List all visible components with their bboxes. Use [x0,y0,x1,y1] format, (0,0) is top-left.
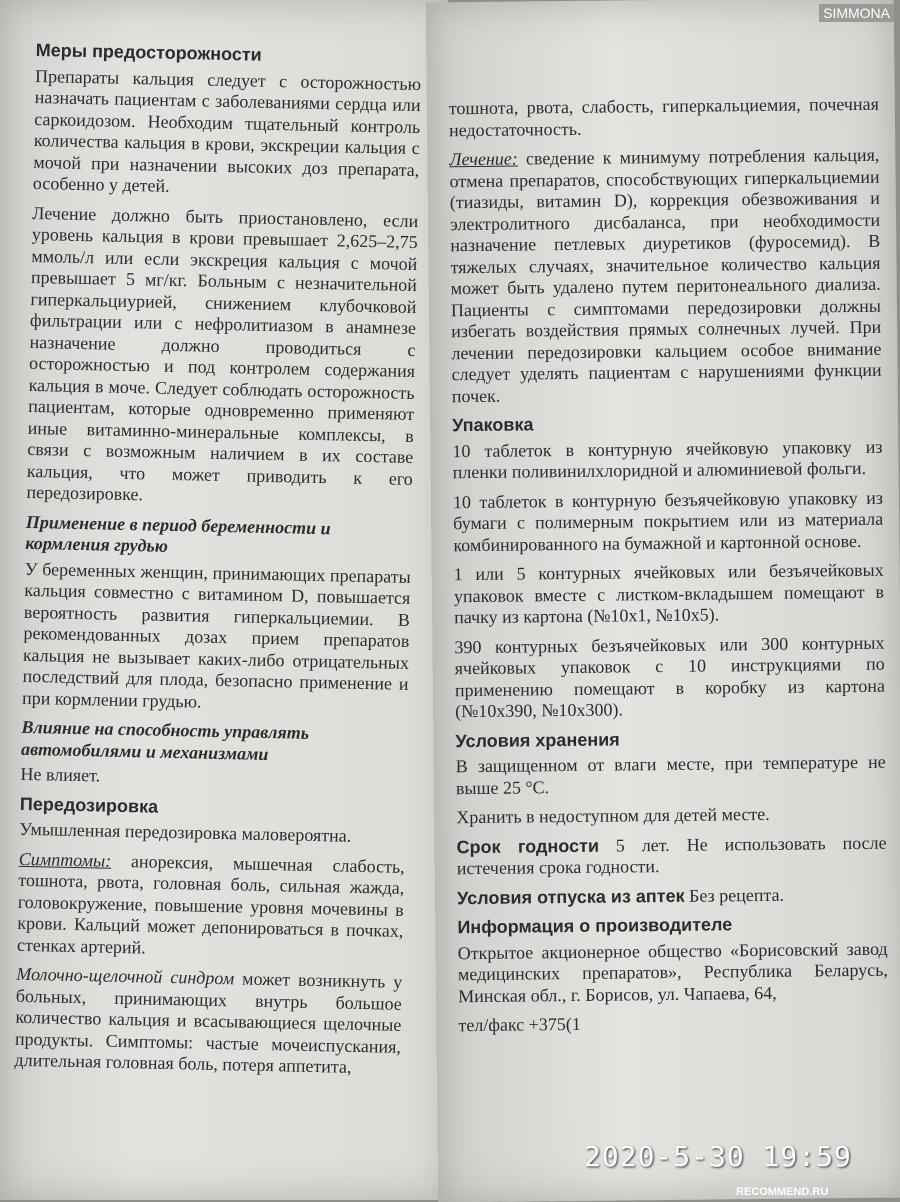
milk-alkali-text: может возникнуть у больных, принимающих внутрь большое количество кальция и всасывающиеся щелочные продукты. Симптомы: частые мочеиспускания, длительная головная боль, потеря аппетита, [14,968,403,1077]
precautions-heading: Меры предосторожности [35,39,262,65]
precautions-paragraph-1: Препараты кальция следует с осторожностью назначать пациентам с заболеваниями сердца или саркоидозом. Необходим тщательный контроль количества кальция в крови, экскреции кальция с мочой при назначении высоких доз препарата, особенно у детей. [32,65,422,196]
pregnancy-paragraph: У беременных женщин, принимающих препараты кальция совместно с витамином D, повышается вероятность развития гиперкальциемии. В рекомендованных дозах прием препаратов кальция не вызывает каких-либо отрицательных последствий для плода, безопасно применение и при кормлении грудью. [21,558,411,712]
treatment-paragraph [449,145,882,407]
dispense-text: Без рецепта. [684,884,785,906]
dispense-label: Условия отпуска из аптек [457,885,685,908]
manufacturer-heading: Информация о производителе [457,914,733,938]
continued-paragraph: тошнота, рвота, слабость, гиперкальциемия, почечная недостаточность. [448,93,879,140]
right-leaflet-page [426,0,900,1202]
milk-alkali-label: Молочно-щелочной синдром [16,963,235,989]
symptoms-text: анорексия, мышечная слабость, тошнота, рвота, головная боль, сильная жажда, головокружение, повышение уровня мочевины в крови. Кальций может депонироваться в почках, стенках артерий. [16,850,405,957]
shelf-life-text: 5 лет. Не использовать после истечения срока годности. [456,832,887,879]
overdose-paragraph: Умышленная передозировка маловероятна. [19,818,352,846]
author-label: SIMMONA [819,4,894,22]
shelf-life-label: Срок годности [456,835,600,857]
storage-paragraph-2: Хранить в недоступном для детей месте. [456,803,770,828]
precautions-paragraph-2: Лечение должно быть приостановлено, если уровень кальция в крови превышает 2,625–2,75 ммоль/л или если экскреция кальция с мочой превышает 5 мг/кг. Больным с незначительной гиперкальциурией, снижением клубочковой фильтрации или с нефролитиазом в анамнезе назначение должно проводиться с осторожностью и под контролем содержания кальция в моче. Следует соблюдать осторожность пациентам, которые одновременно применяют иные витаминно-минеральные комплексы, в связи с возможным наличием в их составе кальция, что может приводить к его передозировке. [26,202,419,505]
storage-heading: Условия хранения [455,728,620,751]
package-heading: Упаковка [452,414,534,436]
symptoms-label: Симптомы: [18,848,112,871]
package-paragraph-1: 10 таблеток в контурную ячейковую упаковку из пленки поливинилхлоридной и алюминиевой фольги. [452,436,883,483]
package-paragraph-3: 1 или 5 контурных ячейковых или безъячейковых упаковок вместе с листком-вкладышем помещают в пачку из картона (№10х1, №10х5). [453,559,885,628]
treatment-text: сведение к минимуму потребления кальция, отмена препаратов, способствующих гиперкальциемии (тиазиды, витамин D), коррекция обезвоживания и электролитного дисбаланса, при необходимости назначение петлевых диуретиков (фуросемид). В тяжелых случаях, значительное количество кальция может быть удалено путем перитонеального диализа. Пациенты с симптомами передозировки должны избегать воздействия прямых солнечных лучей. При лечении передозировки кальцием особое внимание следует уделять пациентам с нарушениями функции почек. [449,144,882,406]
driving-paragraph: Не влияет. [20,763,101,786]
storage-paragraph-1: В защищенном от влаги месте, при температуре не выше 25 °С. [455,751,886,798]
package-paragraph-4: 390 контурных безъячейковых или 300 контурных ячейковых упаковок с 10 инструкциями по применению помещают в коробку из картона (№10х390, №10х300). [454,632,886,722]
treatment-label: Лечение: [449,148,518,170]
watermark: RECOMMEND.RU [736,1186,829,1198]
package-paragraph-2: 10 таблеток в контурную безъячейковую упаковку из бумаги с полимерным покрытием или из материала комбинированного на бумажной и картонной основе. [452,487,884,555]
manufacturer-paragraph: Открытое акционерное общество «Борисовский завод медицинских препаратов», Республика Беларусь, Минская обл., г. Борисов, ул. Чапаева, 64, [457,938,888,1006]
dispense-paragraph [457,883,887,909]
milk-alkali-paragraph [14,964,402,1080]
driving-heading: Влияние на способность управлять автомобилями и механизмами [20,716,310,764]
shelf-life-paragraph [456,832,886,880]
left-leaflet-page [0,0,448,1200]
left-text-column [14,36,422,1087]
symptoms-paragraph [17,848,405,964]
right-text-column [449,94,889,1045]
pregnancy-heading: Применение в период беременности и кормления грудью [25,511,331,556]
manufacturer-phone: тел/факс +375(1 [458,1013,581,1036]
overdose-heading: Передозировка [19,793,159,817]
photo-timestamp: 2020-5-30 19:59 [584,1140,852,1173]
